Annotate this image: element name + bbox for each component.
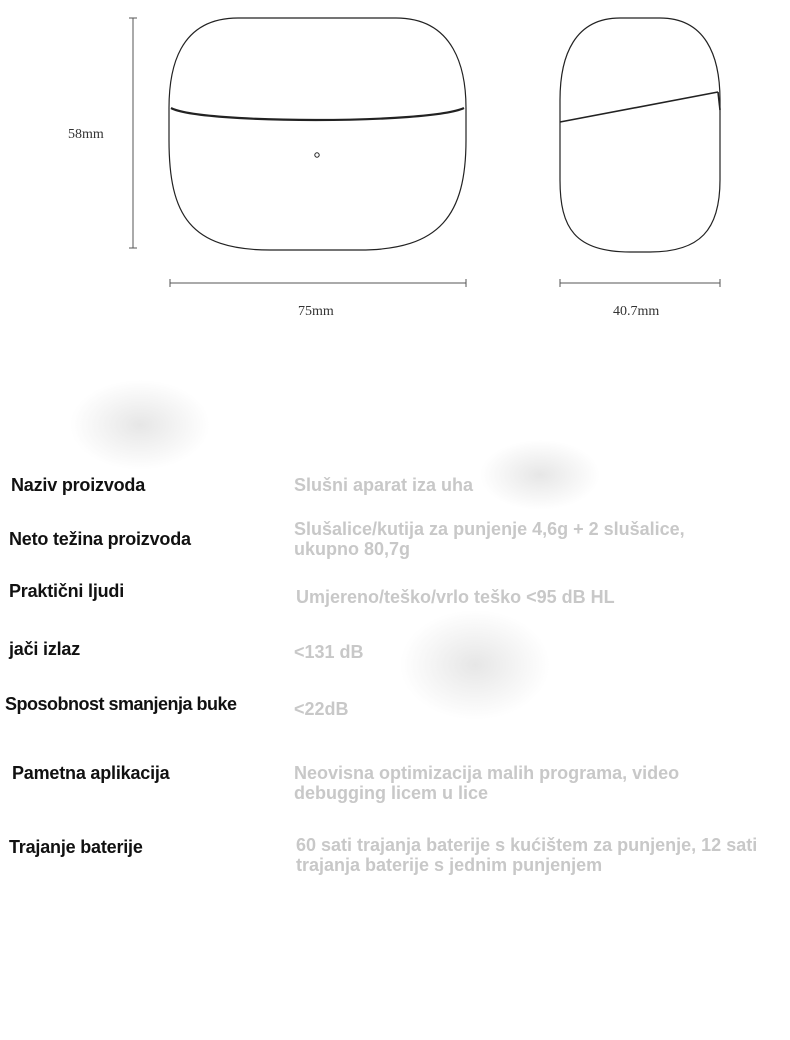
spec-label-noise-reduction: Sposobnost smanjenja buke <box>5 694 237 714</box>
spec-label-net-weight: Neto težina proizvoda <box>9 529 191 549</box>
case-side-view <box>560 18 720 252</box>
spec-label-output: jači izlaz <box>9 639 81 659</box>
front-width-dimension-line <box>170 279 466 287</box>
side-width-label: 40.7mm <box>613 304 660 319</box>
front-width-label: 75mm <box>298 304 334 319</box>
case-front-view <box>169 18 466 250</box>
spec-label-product-name: Naziv proizvoda <box>11 475 146 495</box>
spec-label-battery-life: Trajanje baterije <box>9 837 143 857</box>
spec-value-smart-app: Neovisna optimizacija malih programa, video debugging licem u lice <box>294 763 680 803</box>
spec-value-noise-reduction: <22dB <box>294 699 349 719</box>
height-dimension-line <box>129 18 137 248</box>
height-label: 58mm <box>68 127 104 142</box>
spec-value-net-weight: Slušalice/kutija za punjenje 4,6g + 2 slušalice, ukupno 80,7g <box>294 519 685 559</box>
side-width-dimension-line <box>560 279 720 287</box>
spec-value-output: <131 dB <box>294 642 364 662</box>
dimension-diagram <box>0 0 790 340</box>
spec-label-smart-app: Pametna aplikacija <box>12 763 170 783</box>
spec-value-product-name: Slušni aparat iza uha <box>294 475 474 495</box>
spec-label-target-users: Praktični ljudi <box>9 581 125 601</box>
background-smudge <box>70 380 210 470</box>
spec-value-target-users: Umjereno/teško/vrlo teško <95 dB HL <box>296 587 615 607</box>
spec-value-battery-life: 60 sati trajanja baterije s kućištem za punjenje, 12 sati trajanja baterije s jednim punjenjem <box>296 835 758 875</box>
